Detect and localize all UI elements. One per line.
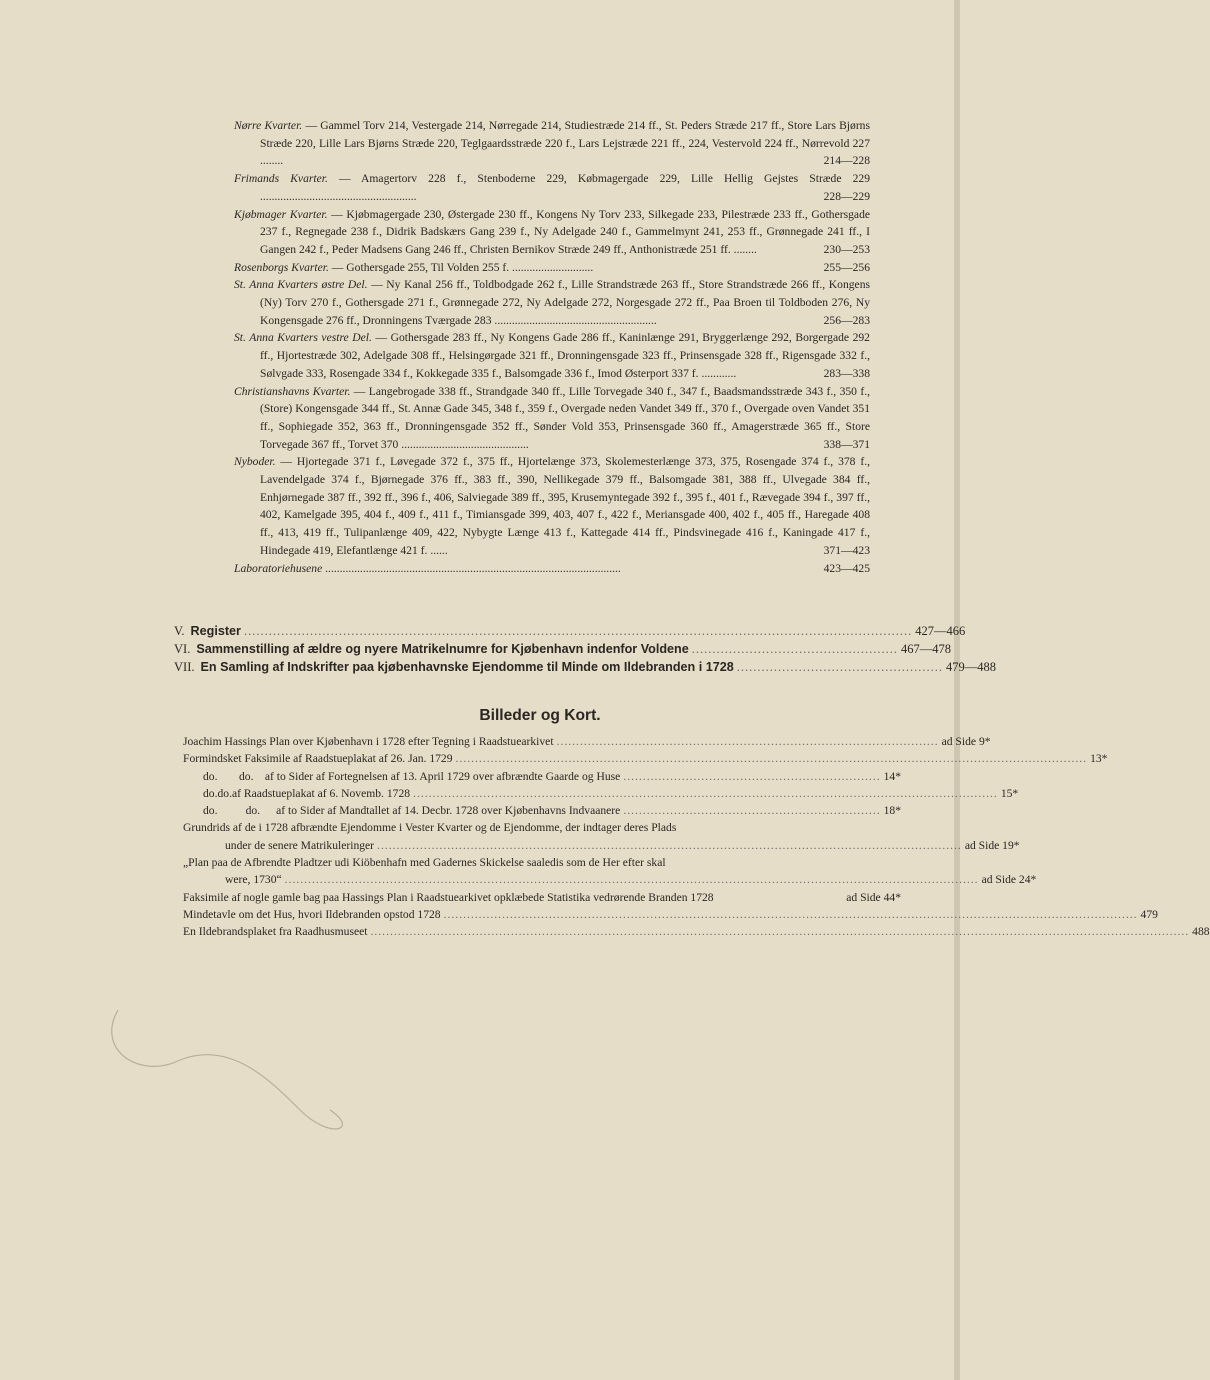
dot-leader: ...................................................................................................................................................... bbox=[377, 838, 962, 852]
plate-ref: 18* bbox=[883, 804, 901, 818]
section-title: Register bbox=[190, 624, 241, 638]
toc-entry: Nyboder. — Hjortegade 371 f., Løvegade 372 f., 375 ff., Hjortelænge 373, Skolemesterlænge 373, 375, Rosengade 374 f., 378 f., Lavendelgade 374 f., Bjørnegade 376 ff., 383 ff., 390, Nellikegade 379 ff., Balsomgade 381, 388 ff., Ulvegade 384 ff., Enhjørnegade 387 ff., 392 ff., 396 f., 406, Salviegade 389 ff., 395, Krusemyntegade 392 f., 395 f., 401 f., Rævegade 394 f., 397 ff., 402, Kamelgade 395, 404 f., 409 f., 411 f., Timiansgade 399, 403, 407 f., 422 f., Meriansgade 400, 402 f., 405 ff., Haregade 408 ff., 413, 419 ff., Tulipanlænge 409, 422, Nybygte Længe 413 f., Kattegade 414 ff., Pindsvinegade 416 f., Kaningade 417 f., Hindegade 419, Elefantlænge 421 f. ...... 371—423 bbox=[234, 453, 870, 559]
dot-leader: .................................................................................................................................................................................. bbox=[443, 907, 1138, 921]
plate-row-continuation bbox=[183, 871, 1037, 888]
plate-text: Mindetavle om det Hus, hvori Ildebranden opstod 1728 bbox=[183, 907, 441, 921]
plate-ref: ad Side 44* bbox=[846, 890, 901, 904]
plate-row bbox=[183, 906, 1158, 923]
toc-entry-head: Rosenborgs Kvarter. bbox=[234, 260, 329, 274]
toc-entry-pages: 230—253 bbox=[823, 242, 870, 256]
plate-row bbox=[183, 750, 1108, 767]
toc-entry-head: Frimands Kvarter. bbox=[234, 172, 328, 186]
toc-entry-pages: 214—228 bbox=[823, 154, 870, 168]
plate-ref: ad Side 19* bbox=[964, 838, 1020, 852]
plate-row bbox=[183, 923, 1210, 940]
plate-row bbox=[183, 854, 901, 871]
plate-ref: 13* bbox=[1090, 752, 1108, 766]
toc-entry-head: Kjøbmager Kvarter. bbox=[234, 207, 328, 221]
section-pages: 467—478 bbox=[901, 642, 951, 657]
ditto-mark: do. bbox=[203, 786, 218, 800]
plate-text: under de senere Matrikuleringer bbox=[225, 838, 375, 852]
toc-entry-head: Nyboder. bbox=[234, 455, 276, 469]
dot-leader: .................................................................................................................................................................................................................. bbox=[370, 925, 1190, 939]
plate-text: were, 1730“ bbox=[225, 873, 282, 887]
dot-leader: ...................................................................................................................................................... bbox=[413, 786, 998, 800]
toc-entry-head: St. Anna Kvarters vestre Del. bbox=[234, 331, 372, 345]
plate-row bbox=[183, 785, 1019, 802]
plate-text: „Plan paa de Afbrendte Pladtzer udi Kiöbenhafn med Gadernes Skickelse saaledis som de Her efter skal bbox=[183, 856, 666, 870]
toc-entry-text: — Gothersgade 255, Til Volden 255 f. bbox=[328, 260, 510, 274]
ditto-mark: do. bbox=[238, 769, 254, 783]
plate-text: Faksimile af nogle gamle bag paa Hassings Plan i Raadstuearkivet opklæbede Statistika vedrørende Branden 1728 bbox=[183, 890, 714, 904]
ditto-mark: do. bbox=[203, 804, 218, 818]
section-row bbox=[174, 622, 966, 640]
plate-row bbox=[183, 889, 901, 906]
plate-row-continuation bbox=[183, 837, 1020, 854]
toc-entry-text: — Ny Kanal 256 ff., Toldbodgade 262 f., Lille Strandstræde 263 ff., Store Strandstræde 266 ff., Kongens (Ny) Torv 270 f., Gothersgade 271 f., Grønnegade 272, Ny Adelgade 272, Norgesgade 272 ff., Paa Broen til Toldboden 276, Ny Kongensgade 276 ff., Dronningens Tværgade 283 bbox=[260, 278, 870, 327]
dot-leader: .................................................................................................................................................................. bbox=[243, 624, 913, 638]
toc-entry-pages: 255—256 bbox=[823, 260, 870, 274]
section-pages: 479—488 bbox=[946, 660, 997, 675]
plates-heading: Billeder og Kort. bbox=[479, 707, 601, 724]
toc-entry-head: St. Anna Kvarters østre Del. bbox=[234, 278, 368, 292]
toc-entry: Rosenborgs Kvarter. — Gothersgade 255, Til Volden 255 f. ............................ 255—256 bbox=[234, 259, 870, 277]
dot-leader: .................................................................. bbox=[623, 769, 881, 783]
toc-entry-text: — Gammel Torv 214, Vestergade 214, Nørregade 214, Studiestræde 214 ff., St. Peders Stræde 217 ff., Store Lars Bjørns Stræde 220, Lille Lars Bjørns Stræde 220, Teglgaardsstræde 220 f., Lars Lejstræde 221 ff., 224, Vestervold 224 ff., Nørrevold 227 bbox=[260, 119, 870, 150]
page-edge bbox=[954, 0, 960, 1380]
section-row bbox=[174, 640, 951, 658]
section-title: Sammenstilling af ældre og nyere Matrikelnumre for Kjøbenhavn indenfor Voldene bbox=[196, 642, 689, 657]
toc-entry-pages: 256—283 bbox=[823, 313, 870, 327]
plates-list bbox=[183, 733, 1210, 941]
section-pages: 427—466 bbox=[915, 624, 966, 638]
dot-leader: .................................................. bbox=[736, 660, 944, 675]
toc-entry-text: — Hjortegade 371 f., Løvegade 372 f., 375 ff., Hjortelænge 373, Skolemesterlænge 373, 375, Rosengade 374 f., 378 f., Lavendelgade 374 f., Bjørnegade 376 ff., 383 ff., 390, Nellikegade 379 ff., Balsomgade 381, 388 ff., Ulvegade 384 ff., Enhjørnegade 387 ff., 392 ff., 396 f., 406, Salviegade 389 ff., 395, Krusemyntegade 392 f., 395 f., 401 f., Rævegade 394 f., 397 ff., 402, Kamelgade 395, 404 f., 409 f., 411 f., Timiansgade 399, 403, 407 f., 422 f., Meriansgade 400, 402 f., 405 ff., Haregade 408 ff., 413, 419 ff., Tulipanlænge 409, 422, Nybygte Længe 413 f., Kattegade 414 ff., Pindsvinegade 416 f., Kaningade 417 f., Hindegade 419, Elefantlænge 421 f. bbox=[260, 455, 870, 557]
toc-list bbox=[234, 117, 870, 577]
dot-leader: .................................................................. bbox=[623, 804, 881, 818]
plate-ref: 15* bbox=[1000, 786, 1019, 800]
toc-entry: Nørre Kvarter. — Gammel Torv 214, Vestergade 214, Nørregade 214, Studiestræde 214 ff., St. Peders Stræde 217 ff., Store Lars Bjørns Stræde 220, Lille Lars Bjørns Stræde 220, Teglgaardsstræde 220 f., Lars Lejstræde 221 ff., 224, Vestervold 224 ff., Nørrevold 227 ........ 214—228 bbox=[234, 117, 870, 170]
toc-entry-text: — Kjøbmagergade 230, Østergade 230 ff., Kongens Ny Torv 233, Silkegade 233, Pilestræde 233 ff., Gothersgade 237 f., Regnegade 238 f., Didrik Badskærs Gang 239 f., Ny Adelgade 240 f., Gammelmynt 241, 253 ff., Grønnegade 241 ff., I Gangen 242 f., Peder Madsens Gang 246 ff., Christen Bernikov Stræde 249 ff., Anthonistræde 251 ff. bbox=[260, 207, 871, 256]
toc-entry: Christianshavns Kvarter. — Langebrogade 338 ff., Strandgade 340 ff., Lille Torvegade 340 f., 347 f., Baadsmandsstræde 343 f., 350 f., (Store) Kongensgade 344 ff., St. Annæ Gade 345, 348 f., 359 f., Overgade neden Vandet 349 ff., 370 f., Overgade oven Vandet 351 ff., Sophiegade 352, 363 ff., Dronningensgade 352 ff., Sønder Vold 353, Prinsensgade 360 ff., Amagerstræde 365 ff., Store Torvegade 367 ff., Torvet 370 ............................................ 338—371 bbox=[234, 383, 870, 454]
plate-ref: ad Side 9* bbox=[941, 735, 991, 748]
plate-text: af Raadstueplakat af 6. Novemb. 1728 bbox=[232, 786, 411, 800]
plate-text: af to Sider af Fortegnelsen af 13. April 1729 over afbrændte Gaarde og Huse bbox=[264, 769, 621, 783]
plate-ref: 479 bbox=[1140, 907, 1158, 921]
plate-row bbox=[183, 733, 991, 750]
section-row bbox=[174, 658, 997, 676]
dot-leader: .................................................. bbox=[691, 642, 898, 657]
toc-entry-head: Nørre Kvarter. bbox=[234, 119, 303, 132]
section-number: VII. bbox=[174, 660, 195, 675]
toc-entry-pages: 423—425 bbox=[823, 561, 870, 575]
toc-entry: St. Anna Kvarters vestre Del. — Gothersgade 283 ff., Ny Kongens Gade 286 ff., Kaninlænge 291, Bryggerlænge 292, Borgergade 292 ff., Hjortestræde 302, Adelgade 308 ff., Helsingørgade 321 ff., Dronningensgade 323 ff., Prinsensgade 328 ff., Rigensgade 332 f., Sølvgade 333, Rosengade 334 f., Kokkegade 335 f., Balsomgade 336 f., Imod Østerport 337 f. ............ 283—338 bbox=[234, 329, 870, 382]
toc-entry: Laboratoriehusene ...................................................................................................... 423—425 bbox=[234, 560, 870, 578]
ditto-mark: do. bbox=[245, 804, 261, 818]
toc-entry-pages: 338—371 bbox=[823, 437, 870, 451]
plate-text: af to Sider af Mandtallet af 14. Decbr. 1728 over Kjøbenhavns Indvaanere bbox=[276, 804, 621, 818]
plate-text: Grundrids af de i 1728 afbrændte Ejendomme i Vester Kvarter og de Ejendomme, der indtager deres Plads bbox=[183, 821, 677, 835]
plate-ref: 488 bbox=[1192, 925, 1210, 939]
plate-ref: 14* bbox=[883, 769, 901, 783]
toc-entry-head: Christianshavns Kvarter. bbox=[234, 384, 351, 398]
section-list bbox=[174, 622, 997, 677]
section-number: VI. bbox=[174, 642, 191, 657]
toc-entry: St. Anna Kvarters østre Del. — Ny Kanal 256 ff., Toldbodgade 262 f., Lille Strandstræde 263 ff., Store Strandstræde 266 ff., Kongens (Ny) Torv 270 f., Gothersgade 271 f., Grønnegade 272, Ny Adelgade 272, Norgesgade 272 ff., Paa Broen til Toldboden 276, Ny Kongensgade 276 ff., Dronningens Tværgade 283 ........................................................ 256—283 bbox=[234, 276, 870, 329]
plate-text: Formindsket Faksimile af Raadstueplakat af 26. Jan. 1729 bbox=[183, 752, 453, 766]
ditto-mark: do. bbox=[217, 786, 232, 800]
toc-entry-pages: 283—338 bbox=[823, 366, 870, 380]
toc-entry-pages: 371—423 bbox=[823, 543, 870, 557]
plate-row bbox=[183, 819, 901, 836]
section-number: V. bbox=[174, 624, 185, 638]
ditto-mark: do. bbox=[203, 769, 218, 783]
toc-entry-text: — Amagertorv 228 f., Stenboderne 229, Købmagergade 229, Lille Hellig Gejstes Stræde 229 bbox=[327, 172, 870, 186]
plate-ref: ad Side 24* bbox=[981, 873, 1037, 887]
plate-row bbox=[183, 768, 901, 785]
plate-text: Joachim Hassings Plan over Kjøbenhavn i 1728 efter Tegning i Raadstuearkivet bbox=[183, 735, 554, 748]
dot-leader: .................................................................................................................................................................. bbox=[455, 752, 1088, 766]
plate-text: En Ildebrandsplaket fra Raadhusmuseet bbox=[183, 925, 368, 939]
dot-leader: .................................................................................................................................................................................. bbox=[284, 873, 979, 887]
section-title: En Samling af Indskrifter paa kjøbenhavnske Ejendomme til Minde om Ildebranden i 1728 bbox=[200, 660, 734, 675]
dot-leader: .................................................................................................. bbox=[556, 735, 939, 748]
toc-entry-pages: 228—229 bbox=[823, 189, 870, 203]
toc-entry-text: — Langebrogade 338 ff., Strandgade 340 ff., Lille Torvegade 340 f., 347 f., Baadsmandsstræde 343 f., 350 f., (Store) Kongensgade 344 ff., St. Annæ Gade 345, 348 f., 359 f., Overgade neden Vandet 349 ff., 370 f., Overgade oven Vandet 351 ff., Sophiegade 352, 363 ff., Dronningensgade 352 ff., Sønder Vold 353, Prinsensgade 360 ff., Amagerstræde 365 ff., Store Torvegade 367 ff., Torvet 370 bbox=[260, 384, 870, 451]
plate-row bbox=[183, 802, 901, 819]
toc-entry-head: Laboratoriehusene bbox=[234, 561, 323, 575]
toc-entry: Frimands Kvarter. — Amagertorv 228 f., Stenboderne 229, Købmagergade 229, Lille Hellig Gejstes Stræde 229 ...................................................... 228—229 bbox=[234, 170, 870, 205]
toc-entry: Kjøbmager Kvarter. — Kjøbmagergade 230, Østergade 230 ff., Kongens Ny Torv 233, Silkegade 233, Pilestræde 233 ff., Gothersgade 237 f., Regnegade 238 f., Didrik Badskærs Gang 239 f., Ny Adelgade 240 f., Gammelmynt 241, 253 ff., Grønnegade 241 ff., I Gangen 242 f., Peder Madsens Gang 246 ff., Christen Bernikov Stræde 249 ff., Anthonistræde 251 ff. ........ 230—253 bbox=[234, 206, 870, 259]
toc-entry-text: — Gothersgade 283 ff., Ny Kongens Gade 286 ff., Kaninlænge 291, Bryggerlænge 292, Borgergade 292 ff., Hjortestræde 302, Adelgade 308 ff., Helsingørgade 321 ff., Dronningensgade 323 ff., Prinsensgade 328 ff., Rigensgade 332 f., Sølvgade 333, Rosengade 334 f., Kokkegade 335 f., Balsomgade 336 f., Imod Østerport 337 f. bbox=[260, 331, 870, 380]
